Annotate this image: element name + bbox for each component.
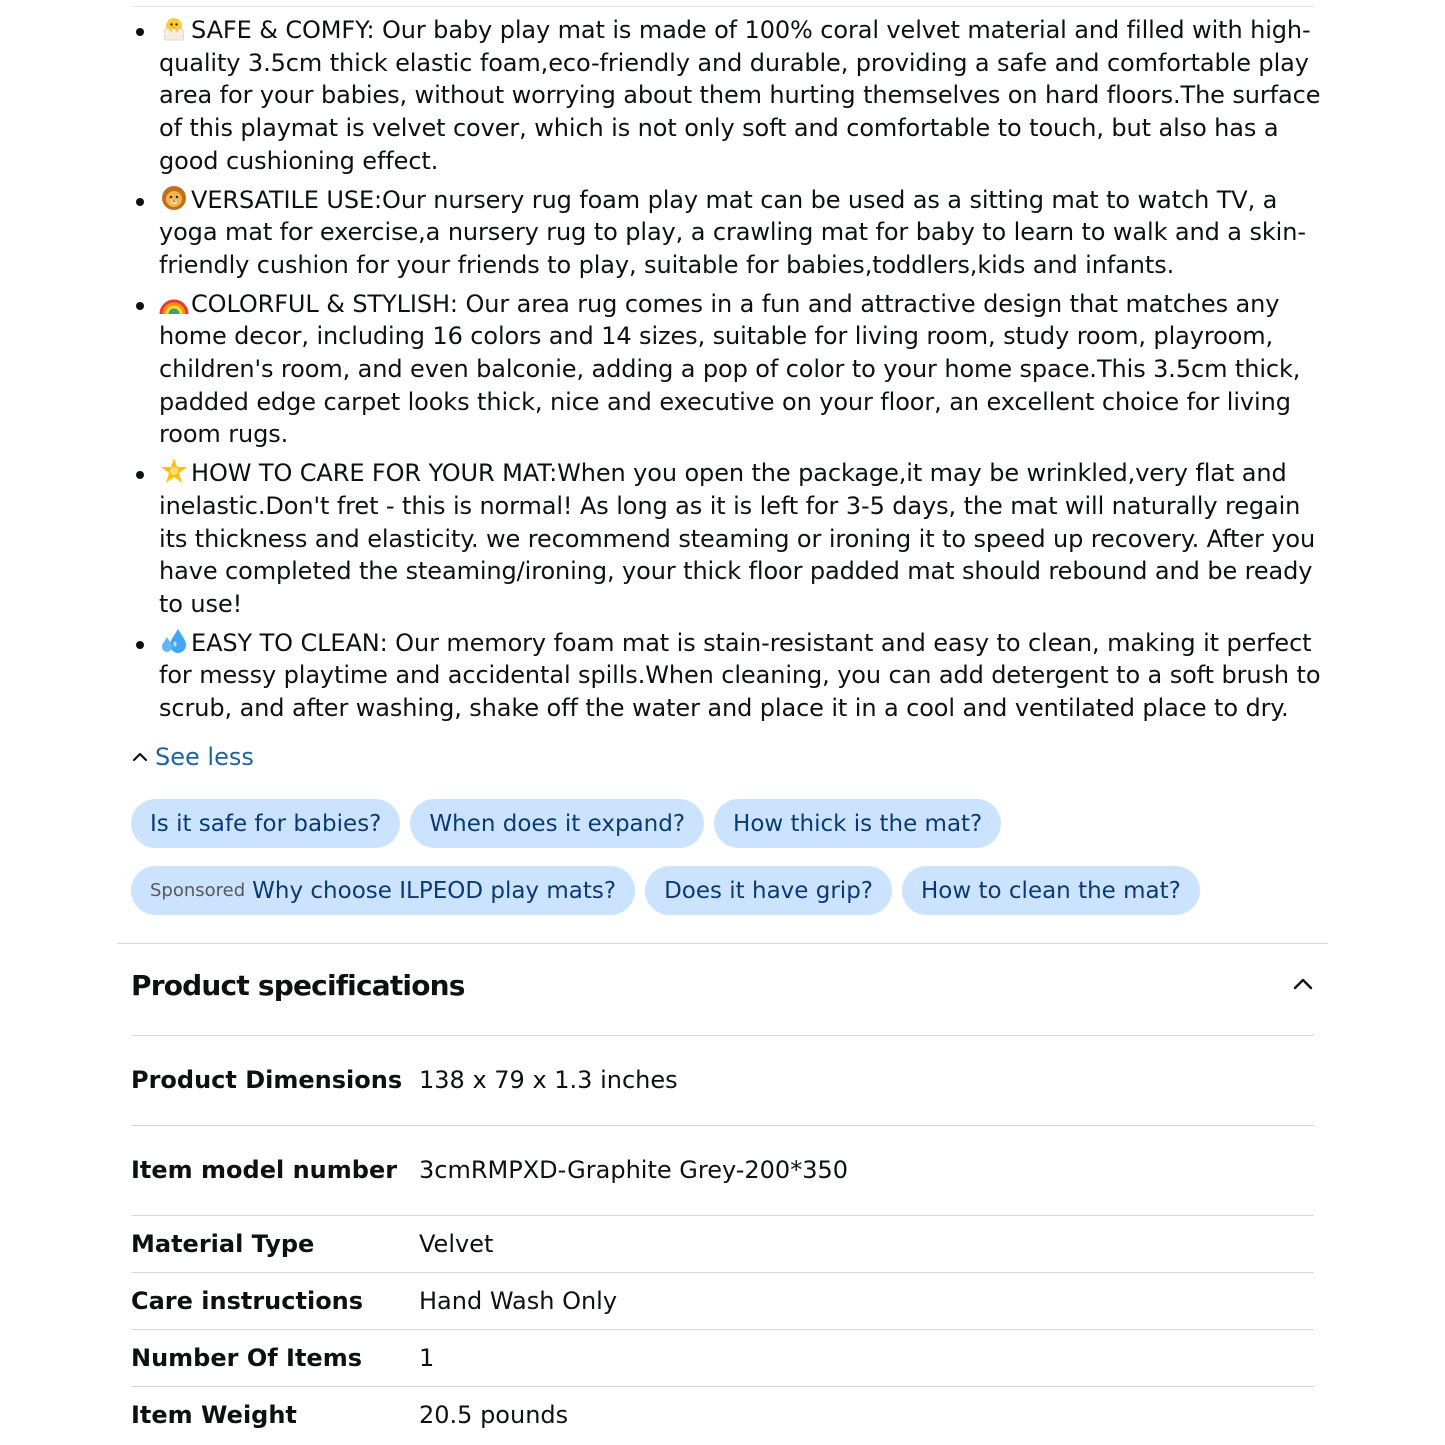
sponsored-label: Sponsored — [150, 880, 246, 901]
question-chip[interactable]: When does it expand? — [410, 799, 704, 848]
rainbow-icon — [159, 288, 189, 316]
feature-bullet-text: COLORFUL & STYLISH: Our area rug comes in a fun and attractive design that matches any home decor, including 16 colors and 14 sizes, suitable for living room, study room, playroom, children's room, and even balconie, adding a pop of color to your home space.This 3.5cm thick, padded edge carpet looks thick, nice and executive on your floor, an excellent choice for living room rugs. — [159, 289, 1301, 449]
question-chip[interactable]: How to clean the mat? — [902, 866, 1200, 915]
product-specifications-title: Product specifications — [131, 969, 465, 1002]
sponsored-question-text: Why choose ILPEOD play mats? — [252, 877, 617, 904]
feature-bullet-versatile-use — [131, 184, 1321, 282]
top-divider — [131, 6, 1314, 7]
table-row — [131, 1126, 1314, 1216]
spec-value: 138 x 79 x 1.3 inches — [419, 1066, 678, 1095]
section-divider — [117, 943, 1328, 944]
bullet-dot — [136, 198, 144, 206]
glowing-star-icon — [159, 457, 189, 485]
table-row — [131, 1330, 1314, 1387]
feature-bullet-care — [131, 457, 1321, 621]
specifications-collapse-button[interactable] — [1289, 970, 1317, 998]
feature-bullet-easy-clean — [131, 627, 1321, 725]
question-chip[interactable]: Does it have grip? — [645, 866, 892, 915]
spec-value: 3cmRMPXD-Graphite Grey-200*350 — [419, 1156, 849, 1185]
feature-bullet-safe-comfy — [131, 14, 1321, 178]
table-row — [131, 1216, 1314, 1273]
feature-bullet-text: HOW TO CARE FOR YOUR MAT:When you open the package,it may be wrinkled,very flat and inelastic.Don't fret - this is normal! As long as it is left for 3-5 days, the mat will naturally regain its thickness and elasticity. we recommend steaming or ironing it to speed up recovery. After you have completed the steaming/ironing, your thick floor padded mat should rebound and be ready to use! — [159, 459, 1316, 618]
question-chips-row-1 — [131, 799, 1001, 848]
table-row — [131, 1036, 1314, 1126]
feature-bullet-text: VERSATILE USE:Our nursery rug foam play mat can be used as a sitting mat to watch TV, a yoga mat for exercise,a nursery rug to play, a crawling mat for baby to learn to walk and a skin-friendly cushion for your friends to play, suitable for babies,toddlers,kids and infants. — [159, 185, 1306, 279]
lion-face-icon — [159, 184, 189, 212]
bullet-dot — [136, 471, 144, 479]
question-chips-row-2 — [131, 866, 1200, 915]
spec-value: Velvet — [419, 1229, 494, 1258]
spec-label: Material Type — [131, 1229, 315, 1258]
table-row — [131, 1273, 1314, 1330]
hatching-chick-icon — [159, 14, 189, 42]
spec-label: Item Weight — [131, 1400, 297, 1429]
spec-label: Care instructions — [131, 1286, 364, 1315]
bullet-dot — [136, 641, 144, 649]
bullet-dot — [136, 302, 144, 310]
product-specifications-table — [131, 1035, 1314, 1443]
see-less-link[interactable] — [131, 740, 254, 774]
feature-bullet-colorful-stylish — [131, 288, 1321, 452]
spec-value: Hand Wash Only — [419, 1286, 618, 1315]
chevron-up-icon — [1289, 970, 1317, 998]
chevron-up-icon — [131, 748, 149, 766]
sweat-droplets-icon — [159, 627, 189, 655]
see-less-label: See less — [155, 743, 254, 771]
feature-bullet-text: EASY TO CLEAN: Our memory foam mat is stain-resistant and easy to clean, making it perfect for messy playtime and accidental spills.When cleaning, you can add detergent to a soft brush to scrub, and after washing, shake off the water and place it in a cool and ventilated place to dry. — [159, 628, 1321, 723]
spec-label: Product Dimensions — [131, 1066, 403, 1095]
spec-label: Item model number — [131, 1156, 398, 1185]
feature-bullet-text: SAFE & COMFY: Our baby play mat is made of 100% coral velvet material and filled with high-quality 3.5cm thick elastic foam,eco-friendly and durable, providing a safe and comfortable play area for your babies, without worrying about them hurting themselves on hard floors.The surface of this playmat is velvet cover, which is not only soft and comfortable to touch, but also has a good cushioning effect. — [159, 16, 1321, 175]
question-chip[interactable]: How thick is the mat? — [714, 799, 1001, 848]
bullet-dot — [136, 28, 144, 36]
spec-label: Number Of Items — [131, 1343, 362, 1372]
sponsored-question-chip[interactable] — [131, 866, 635, 915]
spec-value: 20.5 pounds — [419, 1400, 569, 1429]
feature-bullet-list — [131, 14, 1321, 731]
question-chip[interactable]: Is it safe for babies? — [131, 799, 400, 848]
table-row — [131, 1387, 1314, 1444]
spec-value: 1 — [419, 1343, 435, 1372]
